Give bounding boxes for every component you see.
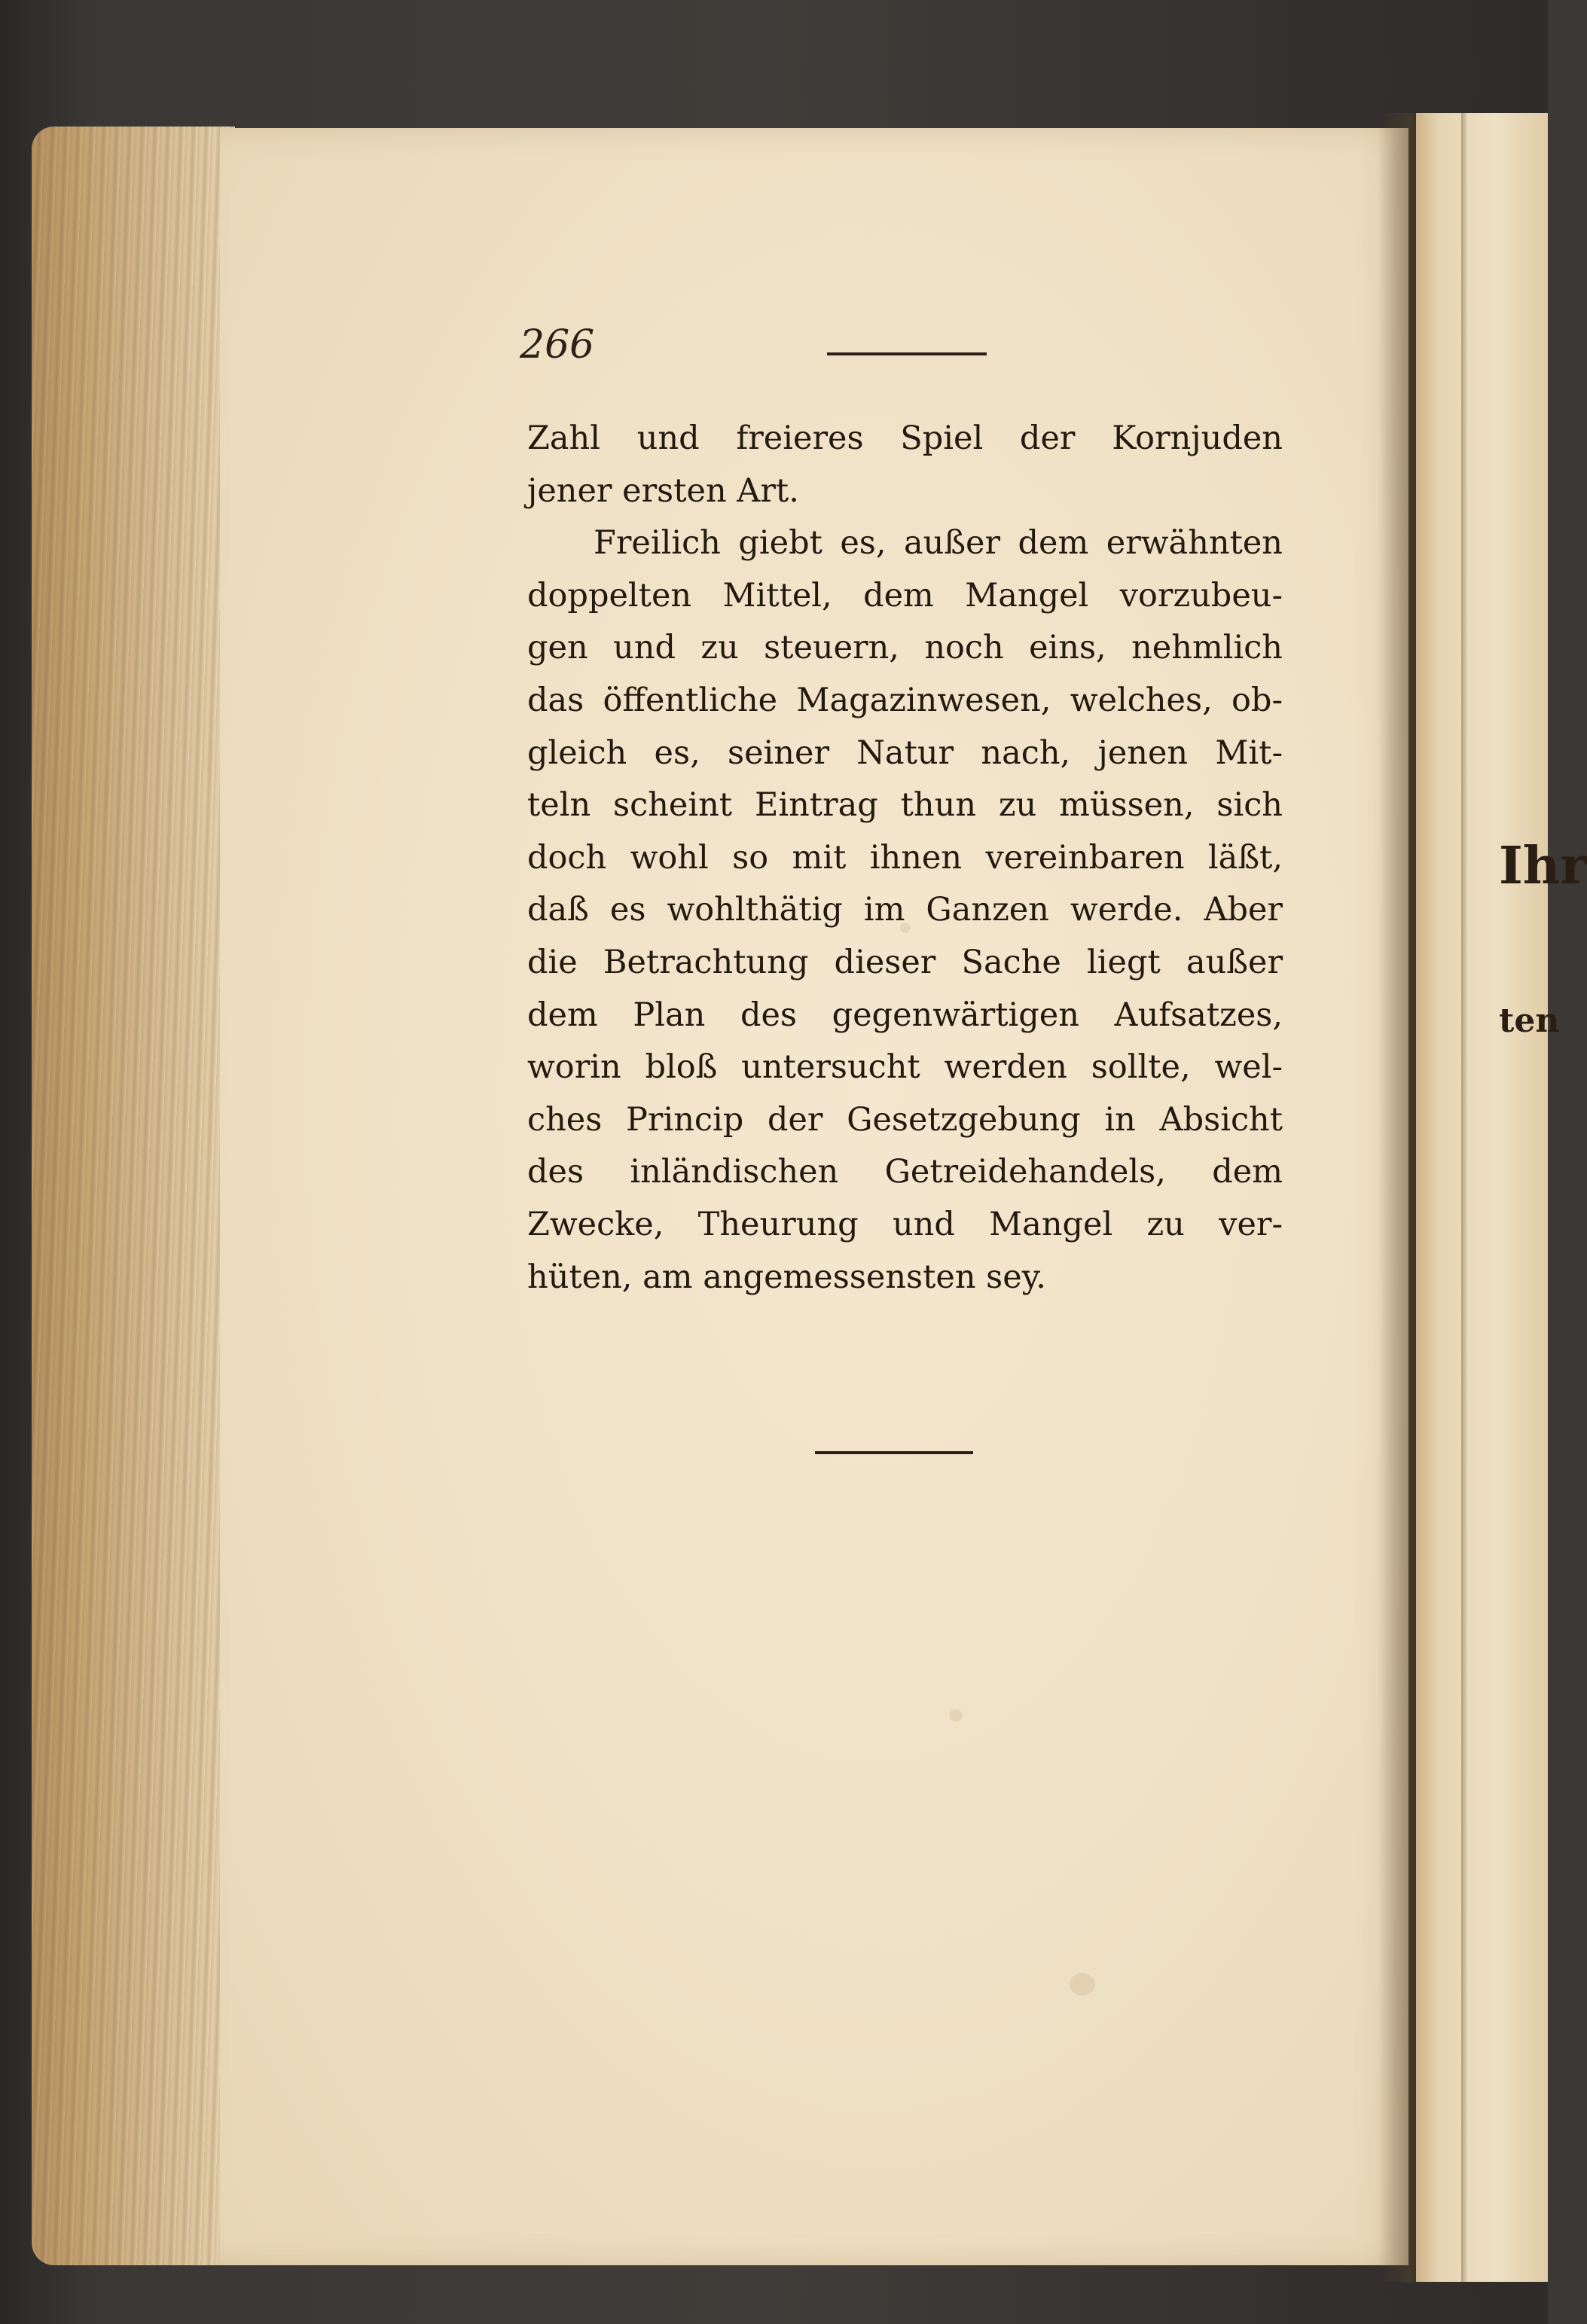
text-line: hüten, am angemessensten sey. [527,1258,1046,1296]
text-line: Freilich giebt es, außer dem erwähnten [594,524,1283,563]
text-line: ches Princip der Gesetzgebung in Absicht [527,1100,1283,1139]
text-line: gleich es, seiner Natur nach, jenen Mit- [527,733,1283,772]
header-rule [827,352,987,355]
facing-page [1416,113,1548,2282]
text-line: gen und zu steuern, noch eins, nehmlich [527,629,1283,667]
book-fore-edge [32,127,235,2265]
facing-page-fragment-1: Ihr [1499,836,1587,896]
text-line: jener ersten Art. [527,471,799,510]
text-line: Zwecke, Theurung und Mangel zu ver- [527,1205,1283,1243]
facing-page-fragment-2: ten [1499,1002,1560,1040]
page-number: 266 [520,322,595,368]
text-line: teln scheint Eintrag thun zu müssen, sich [527,786,1283,825]
text-line: doch wohl so mit ihnen vereinbaren läßt, [527,838,1283,877]
text-line: worin bloß untersucht werden sollte, wel- [527,1048,1283,1087]
section-end-rule [815,1451,973,1454]
paper-stain [949,1709,963,1722]
body-text [527,413,1283,1304]
text-line: Zahl und freieres Spiel der Kornjuden [527,419,1283,457]
text-line: dem Plan des gegenwärtigen Aufsatzes, [527,996,1283,1034]
text-line: daß es wohlthätig im Ganzen werde. Aber [527,891,1283,929]
facing-page-fold [1461,113,1469,2282]
paper-stain [1070,1973,1095,1996]
text-line: doppelten Mittel, dem Mangel vorzubeu- [527,576,1283,615]
text-line: die Betrachtung dieser Sache liegt außer [527,943,1283,981]
text-line: des inländischen Getreidehandels, dem [527,1153,1283,1191]
text-line: das öffentliche Magazinwesen, welches, ob- [527,681,1283,719]
